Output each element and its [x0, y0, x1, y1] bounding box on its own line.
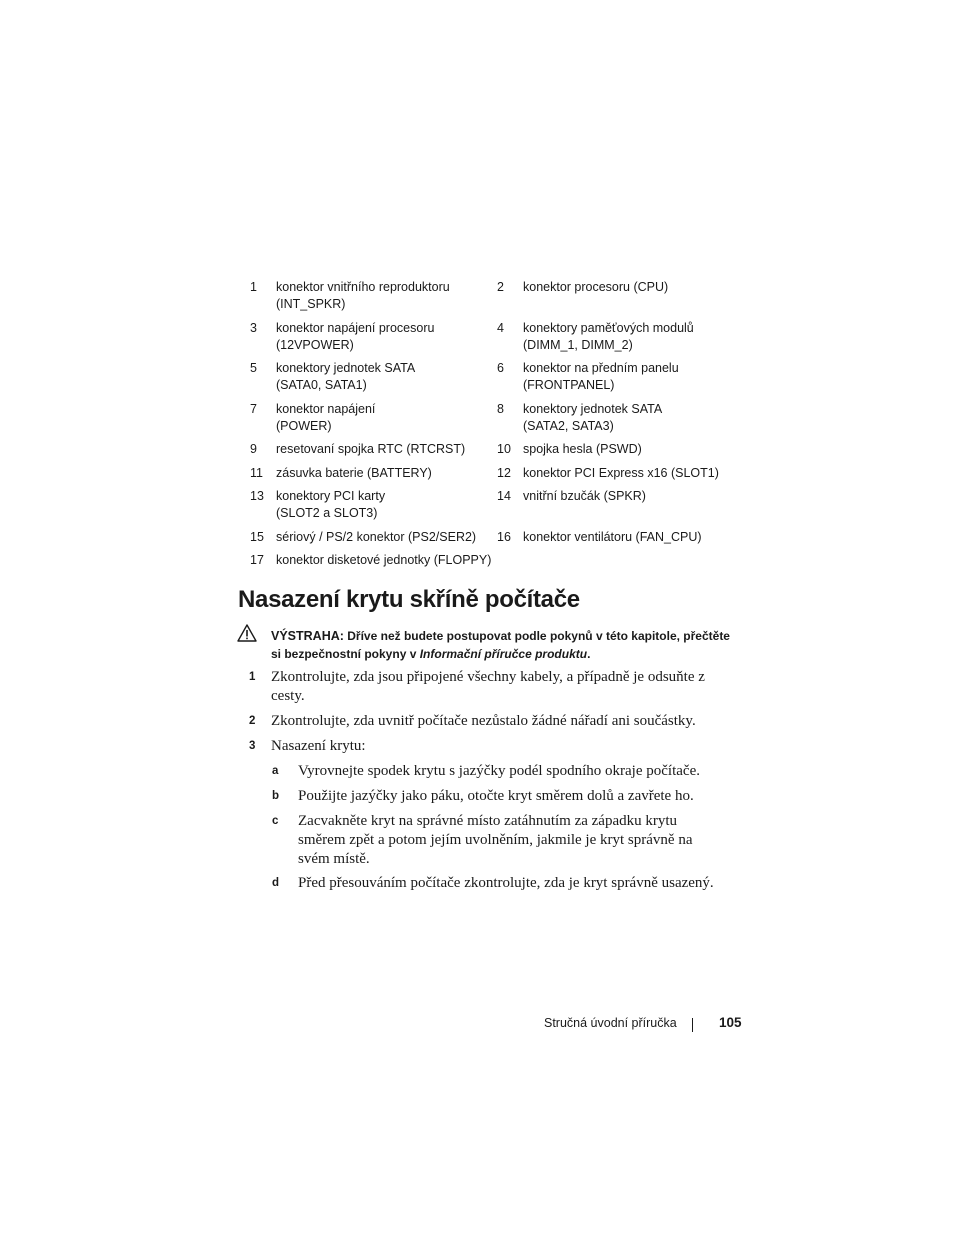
legend-number: 11	[250, 466, 263, 480]
legend-description: konektor napájení (POWER)	[276, 402, 376, 433]
legend-number: 7	[250, 402, 257, 416]
legend-number: 9	[250, 442, 257, 456]
substep-letter: a	[272, 765, 279, 777]
substep-text: Před přesouváním počítače zkontrolujte, zda je kryt správně usazený.	[298, 875, 714, 891]
legend-number: 16	[497, 530, 511, 544]
step-text: Zkontrolujte, zda uvnitř počítače nezůstalo žádné nářadí ani součástky.	[271, 713, 696, 729]
legend-description: sériový / PS/2 konektor (PS2/SER2)	[276, 530, 477, 544]
substep-text: Vyrovnejte spodek krytu s jazýčky podél spodního okraje počítače.	[298, 763, 700, 779]
legend-description: konektor napájení procesoru (12VPOWER)	[276, 321, 435, 352]
legend-description: vnitřní bzučák (SPKR)	[523, 489, 646, 503]
footer-guide-title: Stručná úvodní příručka	[544, 1016, 677, 1030]
legend-description: konektor procesoru (CPU)	[523, 280, 669, 294]
legend-description: konektory paměťových modulů (DIMM_1, DIMM_2)	[523, 321, 694, 352]
legend-description: konektor na předním panelu (FRONTPANEL)	[523, 361, 679, 392]
warning-text: Dříve než budete postupovat podle pokynů v této kapitole, přečtěte si bezpečnostní pokyny v	[271, 629, 730, 661]
legend-number: 5	[250, 361, 257, 375]
legend-number: 10	[497, 442, 511, 456]
legend-description: konektor PCI Express x16 (SLOT1)	[523, 466, 719, 480]
legend-description: konektory PCI karty (SLOT2 a SLOT3)	[276, 489, 386, 520]
legend-number: 1	[250, 280, 257, 294]
step-number: 1	[249, 671, 256, 683]
step-text: Zkontrolujte, zda jsou připojené všechny kabely, a případně je odsuňte z cesty.	[271, 669, 705, 704]
step-number: 3	[249, 740, 256, 752]
page-number: 105	[719, 1015, 742, 1030]
legend-number: 3	[250, 321, 257, 335]
substep-letter: c	[272, 815, 279, 827]
warning-triangle-icon	[237, 624, 257, 642]
warning-document-reference: Informační příručce produktu	[419, 646, 588, 661]
legend-number: 17	[250, 553, 264, 567]
legend-description: spojka hesla (PSWD)	[523, 442, 642, 456]
step-number: 2	[249, 715, 256, 727]
legend-description: konektor ventilátoru (FAN_CPU)	[523, 530, 702, 544]
legend-number: 8	[497, 402, 504, 416]
legend-description: resetovaní spojka RTC (RTCRST)	[276, 442, 466, 456]
legend-number: 12	[497, 466, 511, 480]
legend-number: 2	[497, 280, 504, 294]
step-text: Nasazení krytu:	[271, 738, 366, 754]
legend-number: 15	[250, 530, 264, 544]
legend-number: 6	[497, 361, 504, 375]
substep-text: Zacvakněte kryt na správné místo zatáhnutím za západku krytu směrem zpět a potom jejím uvolněním, jakmile je kryt správně na svém místě.	[298, 813, 693, 867]
legend-description: konektor vnitřního reproduktoru (INT_SPKR)	[276, 280, 450, 311]
legend-description: konektory jednotek SATA (SATA0, SATA1)	[276, 361, 416, 392]
warning-note: VÝSTRAHA: Dříve než budete postupovat podle pokynů v této kapitole, přečtěte si bezpečnostní pokyny v Informační příručce produktu.	[271, 629, 730, 661]
legend-description: konektory jednotek SATA (SATA2, SATA3)	[523, 402, 663, 433]
legend-number: 14	[497, 489, 511, 503]
section-title: Nasazení krytu skříně počítače	[238, 586, 580, 613]
legend-number: 4	[497, 321, 504, 335]
substep-text: Použijte jazýčky jako páku, otočte kryt směrem dolů a zavřete ho.	[298, 788, 694, 804]
legend-number: 13	[250, 489, 264, 503]
legend-description: konektor disketové jednotky (FLOPPY)	[276, 553, 492, 567]
footer-divider	[692, 1018, 693, 1032]
substep-letter: d	[272, 877, 280, 889]
warning-label: VÝSTRAHA:	[271, 629, 344, 643]
legend-description: zásuvka baterie (BATTERY)	[276, 466, 432, 480]
substep-letter: b	[272, 790, 280, 802]
